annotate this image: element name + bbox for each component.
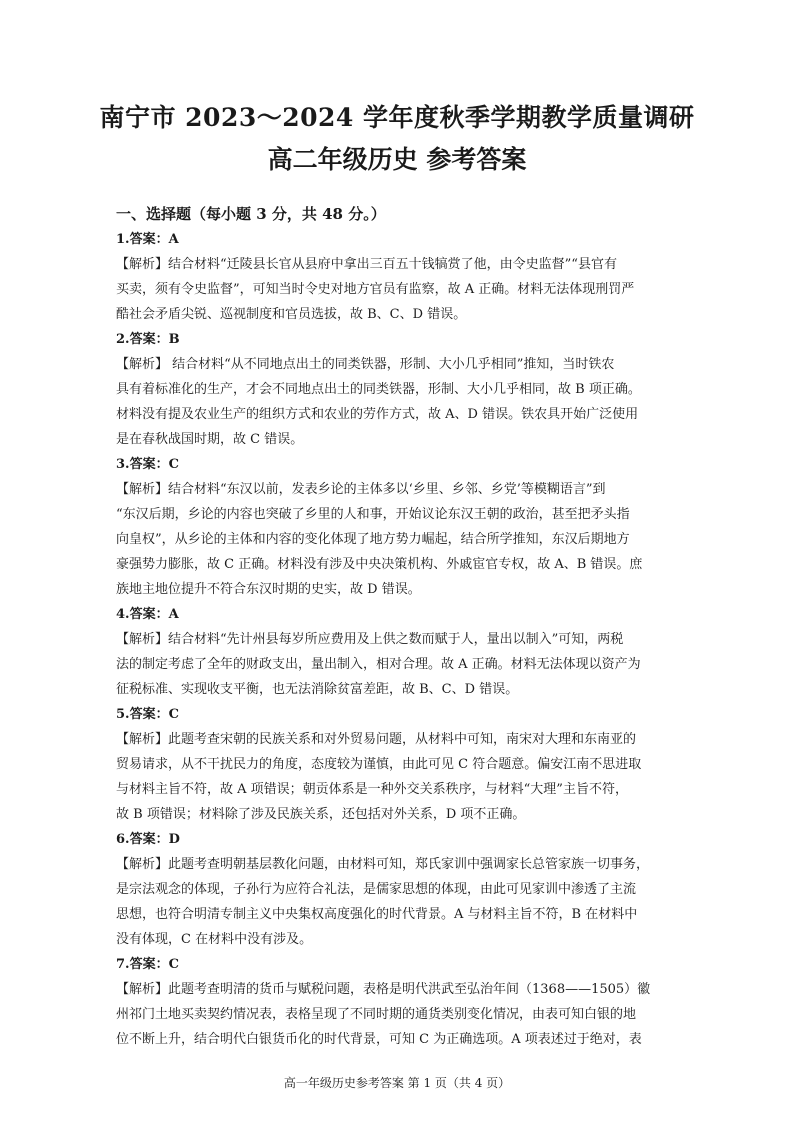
explanation-line: 族地主地位提升不符合东汉时期的史实，故 D 错误。 (116, 582, 421, 597)
explanation-line: 【解析】此题考查明清的货币与赋税问题，表格是明代洪武至弘治年间（1368——1505）徽 (116, 982, 651, 997)
explanation-text (116, 727, 682, 827)
explanation-text (116, 852, 682, 952)
explanation-line: 位不断上升，结合明代白银货币化的时代背景，可知 C 为正确选项。A 项表述过于绝对，表 (116, 1032, 642, 1047)
explanation-text (116, 477, 682, 602)
explanation-line: 【解析】 结合材料“从不同地点出土的同类铁器，形制、大小几乎相同”推知，当时铁农 (116, 357, 615, 372)
explanation-line: 【解析】结合材料“东汉以前，发表乡论的主体多以‘乡里、乡邻、乡党’等模糊语言”到 (116, 482, 606, 497)
answer-label: 2.答案：B (116, 332, 180, 347)
answer-label: 4.答案：A (116, 607, 179, 622)
explanation-line: 故 B 项错误；材料除了涉及民族关系，还包括对外关系，D 项不正确。 (116, 807, 526, 822)
explanation-line: 买卖，须有令史监督”，可知当时令史对地方官员有监察，故 A 正确。材料无法体现刑罚严 (116, 282, 635, 297)
explanation-line: 贸易请求，从不干扰民力的角度，态度较为谨慎，由此可见 C 符合题意。偏安江南不思进取 (116, 757, 642, 772)
explanation-line: 材料没有提及农业生产的组织方式和农业的劳作方式，故 A、D 错误。铁农具开始广泛使用 (116, 407, 639, 422)
question-item (116, 827, 682, 952)
explanation-line: 【解析】结合材料“迁陵县长官从县府中拿出三百五十钱犒赏了他，由令史监督”“县官有 (116, 257, 617, 272)
explanation-text (116, 352, 682, 452)
question-item (116, 327, 682, 452)
explanation-line: 征税标准、实现收支平衡，也无法消除贫富差距，故 B、C、D 错误。 (116, 682, 519, 697)
explanation-line: 是在春秋战国时期，故 C 错误。 (116, 432, 304, 447)
answer-body (116, 201, 682, 1052)
explanation-line: 思想，也符合明清专制主义中央集权高度强化的时代背景。A 与材料主旨不符，B 在材料中 (116, 907, 638, 922)
explanation-text (116, 252, 682, 327)
document-title: 南宁市 2023～2024 学年度秋季学期教学质量调研 (99, 103, 695, 132)
explanation-line: 豪强势力膨胀，故 C 正确。材料没有涉及中央决策机构、外戚宦官专权，故 A、B 错误。庶 (116, 557, 643, 572)
question-item (116, 452, 682, 602)
explanation-line: 向皇权”，从乡论的主体和内容的变化体现了地方势力崛起，结合所学推知，东汉后期地方 (116, 532, 630, 547)
explanation-line: 具有着标准化的生产，才会不同地点出土的同类铁器，形制、大小几乎相同，故 B 项正确。 (116, 382, 641, 397)
explanation-line: 是宗法观念的体现，子孙行为应符合礼法，是儒家思想的体现，由此可见家训中渗透了主流 (116, 882, 637, 897)
answer-label: 5.答案：C (116, 707, 179, 722)
question-item (116, 952, 682, 1052)
answer-label: 6.答案：D (116, 832, 180, 847)
document-subtitle: 高二年级历史 参考答案 (267, 145, 527, 174)
explanation-line: 法的制定考虑了全年的财政支出，量出制入，相对合理。故 A 正确。材料无法体现以资产为 (116, 657, 641, 672)
answer-label: 1.答案：A (116, 232, 179, 247)
explanation-line: 【解析】结合材料“先计州县每岁所应费用及上供之数而赋于人，量出以制入”可知，两税 (116, 632, 624, 647)
answer-label: 7.答案：C (116, 957, 179, 972)
explanation-text (116, 977, 682, 1052)
explanation-line: 酷社会矛盾尖锐、巡视制度和官员选拔，故 B、C、D 错误。 (116, 307, 467, 322)
explanation-line: “东汉后期，乡论的内容也突破了乡里的人和事，开始议论东汉王朝的政治，甚至把矛头指 (116, 507, 630, 522)
question-list (116, 227, 682, 1052)
explanation-text (116, 627, 682, 702)
question-item (116, 227, 682, 327)
explanation-line: 没有体现，C 在材料中没有涉及。 (116, 932, 313, 947)
explanation-line: 【解析】此题考查宋朝的民族关系和对外贸易问题，从材料中可知，南宋对大理和东南亚的 (116, 732, 637, 747)
explanation-line: 【解析】此题考查明朝基层教化问题，由材料可知，郑氏家训中强调家长总管家族一切事务， (116, 857, 650, 872)
question-item (116, 602, 682, 702)
section-heading: 一、选择题（每小题 3 分，共 48 分。） (116, 205, 386, 223)
explanation-line: 与材料主旨不符，故 A 项错误；朝贡体系是一种外交关系秩序，与材料“大理”主旨不符， (116, 782, 628, 797)
question-item (116, 702, 682, 827)
answer-label: 3.答案：C (116, 457, 179, 472)
explanation-line: 州祁门土地买卖契约情况表，表格呈现了不同时期的通货类别变化情况，由表可知白银的地 (116, 1007, 637, 1022)
page-footer: 高一年级历史参考答案 第 1 页（共 4 页） (283, 1076, 511, 1090)
